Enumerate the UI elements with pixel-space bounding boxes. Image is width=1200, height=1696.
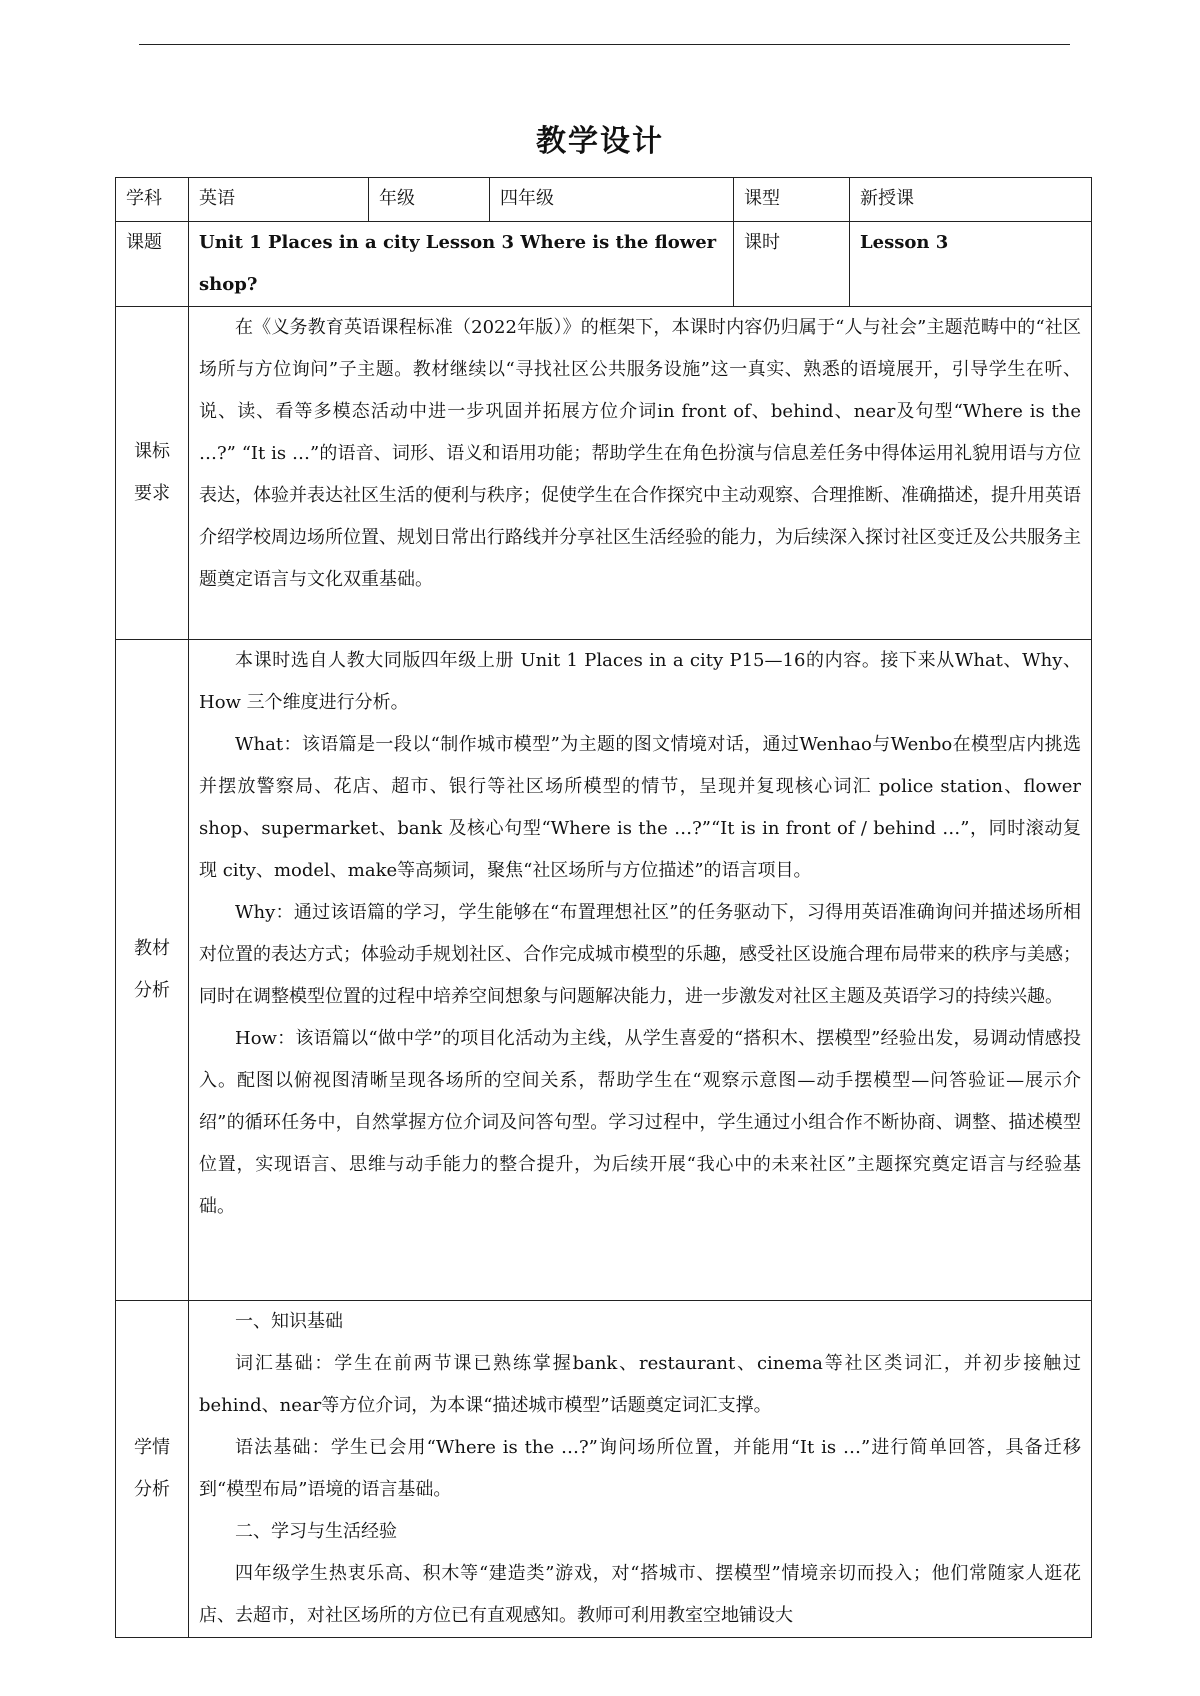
- knowledge-heading: 一、知识基础: [235, 1311, 343, 1332]
- material-intro: 本课时选自人教大同版四年级上册 Unit 1 Places in a city P15—16的内容。接下来从What、Why、How 三个维度进行分析。: [199, 650, 1081, 713]
- period-label: 课时: [734, 222, 850, 307]
- material-row: [116, 640, 1092, 1301]
- lesson-type-label: 课型: [734, 178, 850, 222]
- material-what: What：该语篇是一段以“制作城市模型”为主题的图文情境对话，通过Wenhao与Wenbo在模型店内挑选并摆放警察局、花店、超市、银行等社区场所模型的情节，呈现并复现核心词汇 police station、flower shop、supermarket、bank 及核心句型“Where is the …?”“It is in front of / behind …”，同时滚动复现 city、model、make等高频词，聚焦“社区场所与方位描述”的语言项目。: [199, 734, 1081, 881]
- experience-paragraph: 四年级学生热衷乐高、积木等“建造类”游戏，对“搭城市、摆模型”情境亲切而投入；他们常随家人逛花店、去超市，对社区场所的方位已有直观感知。教师可利用教室空地铺设大: [199, 1563, 1081, 1626]
- header-rule: [139, 44, 1070, 45]
- curriculum-content: [189, 307, 1092, 640]
- grade-label: 年级: [369, 178, 490, 222]
- learner-row: [116, 1301, 1092, 1638]
- lesson-type-value: 新授课: [850, 178, 1092, 222]
- curriculum-row: [116, 307, 1092, 640]
- subject-label: 学科: [116, 178, 189, 222]
- topic-label: 课题: [116, 222, 189, 307]
- lesson-design-table: [115, 177, 1092, 1638]
- vocab-paragraph: 词汇基础：学生在前两节课已熟练掌握bank、restaurant、cinema等社区类词汇，并初步接触过behind、near等方位介词，为本课“描述城市模型”话题奠定词汇支撑。: [199, 1353, 1081, 1416]
- experience-heading: 二、学习与生活经验: [235, 1521, 397, 1542]
- period-value: Lesson 3: [850, 222, 1092, 307]
- material-why: Why：通过该语篇的学习，学生能够在“布置理想社区”的任务驱动下，习得用英语准确询问并描述场所相对位置的表达方式；体验动手规划社区、合作完成城市模型的乐趣，感受社区设施合理布局带来的秩序与美感；同时在调整模型位置的过程中培养空间想象与问题解决能力，进一步激发对社区主题及英语学习的持续兴趣。: [199, 902, 1081, 1007]
- learner-content: [189, 1301, 1092, 1638]
- subject-row: [116, 178, 1092, 222]
- material-content: [189, 640, 1092, 1301]
- material-how: How：该语篇以“做中学”的项目化活动为主线，从学生喜爱的“搭积木、摆模型”经验出发，易调动情感投入。配图以俯视图清晰呈现各场所的空间关系，帮助学生在“观察示意图—动手摆模型—问答验证—展示介绍”的循环任务中，自然掌握方位介词及问答句型。学习过程中，学生通过小组合作不断协商、调整、描述模型位置，实现语言、思维与动手能力的整合提升，为后续开展“我心中的未来社区”主题探究奠定语言与经验基础。: [199, 1028, 1081, 1217]
- material-label: 教材 分析: [116, 640, 189, 1301]
- grade-value: 四年级: [490, 178, 734, 222]
- topic-row: [116, 222, 1092, 307]
- subject-value: 英语: [189, 178, 369, 222]
- topic-value: Unit 1 Places in a city Lesson 3 Where is the flower shop?: [189, 222, 734, 307]
- curriculum-paragraph: 在《义务教育英语课程标准（2022年版）》的框架下，本课时内容仍归属于“人与社会”主题范畴中的“社区场所与方位询问”子主题。教材继续以“寻找社区公共服务设施”这一真实、熟悉的语境展开，引导学生在听、说、读、看等多模态活动中进一步巩固并拓展方位介词in front of、behind、near及句型“Where is the …?” “It is …”的语音、词形、语义和语用功能；帮助学生在角色扮演与信息差任务中得体运用礼貌用语与方位表达，体验并表达社区生活的便利与秩序；促使学生在合作探究中主动观察、合理推断、准确描述，提升用英语介绍学校周边场所位置、规划日常出行路线并分享社区生活经验的能力，为后续深入探讨社区变迁及公共服务主题奠定语言与文化双重基础。: [199, 317, 1081, 590]
- document-title: 教学设计: [536, 124, 664, 159]
- grammar-paragraph: 语法基础：学生已会用“Where is the …?”询问场所位置，并能用“It is …”进行简单回答，具备迁移到“模型布局”语境的语言基础。: [199, 1437, 1081, 1500]
- curriculum-label: 课标 要求: [116, 307, 189, 640]
- learner-label: 学情 分析: [116, 1301, 189, 1638]
